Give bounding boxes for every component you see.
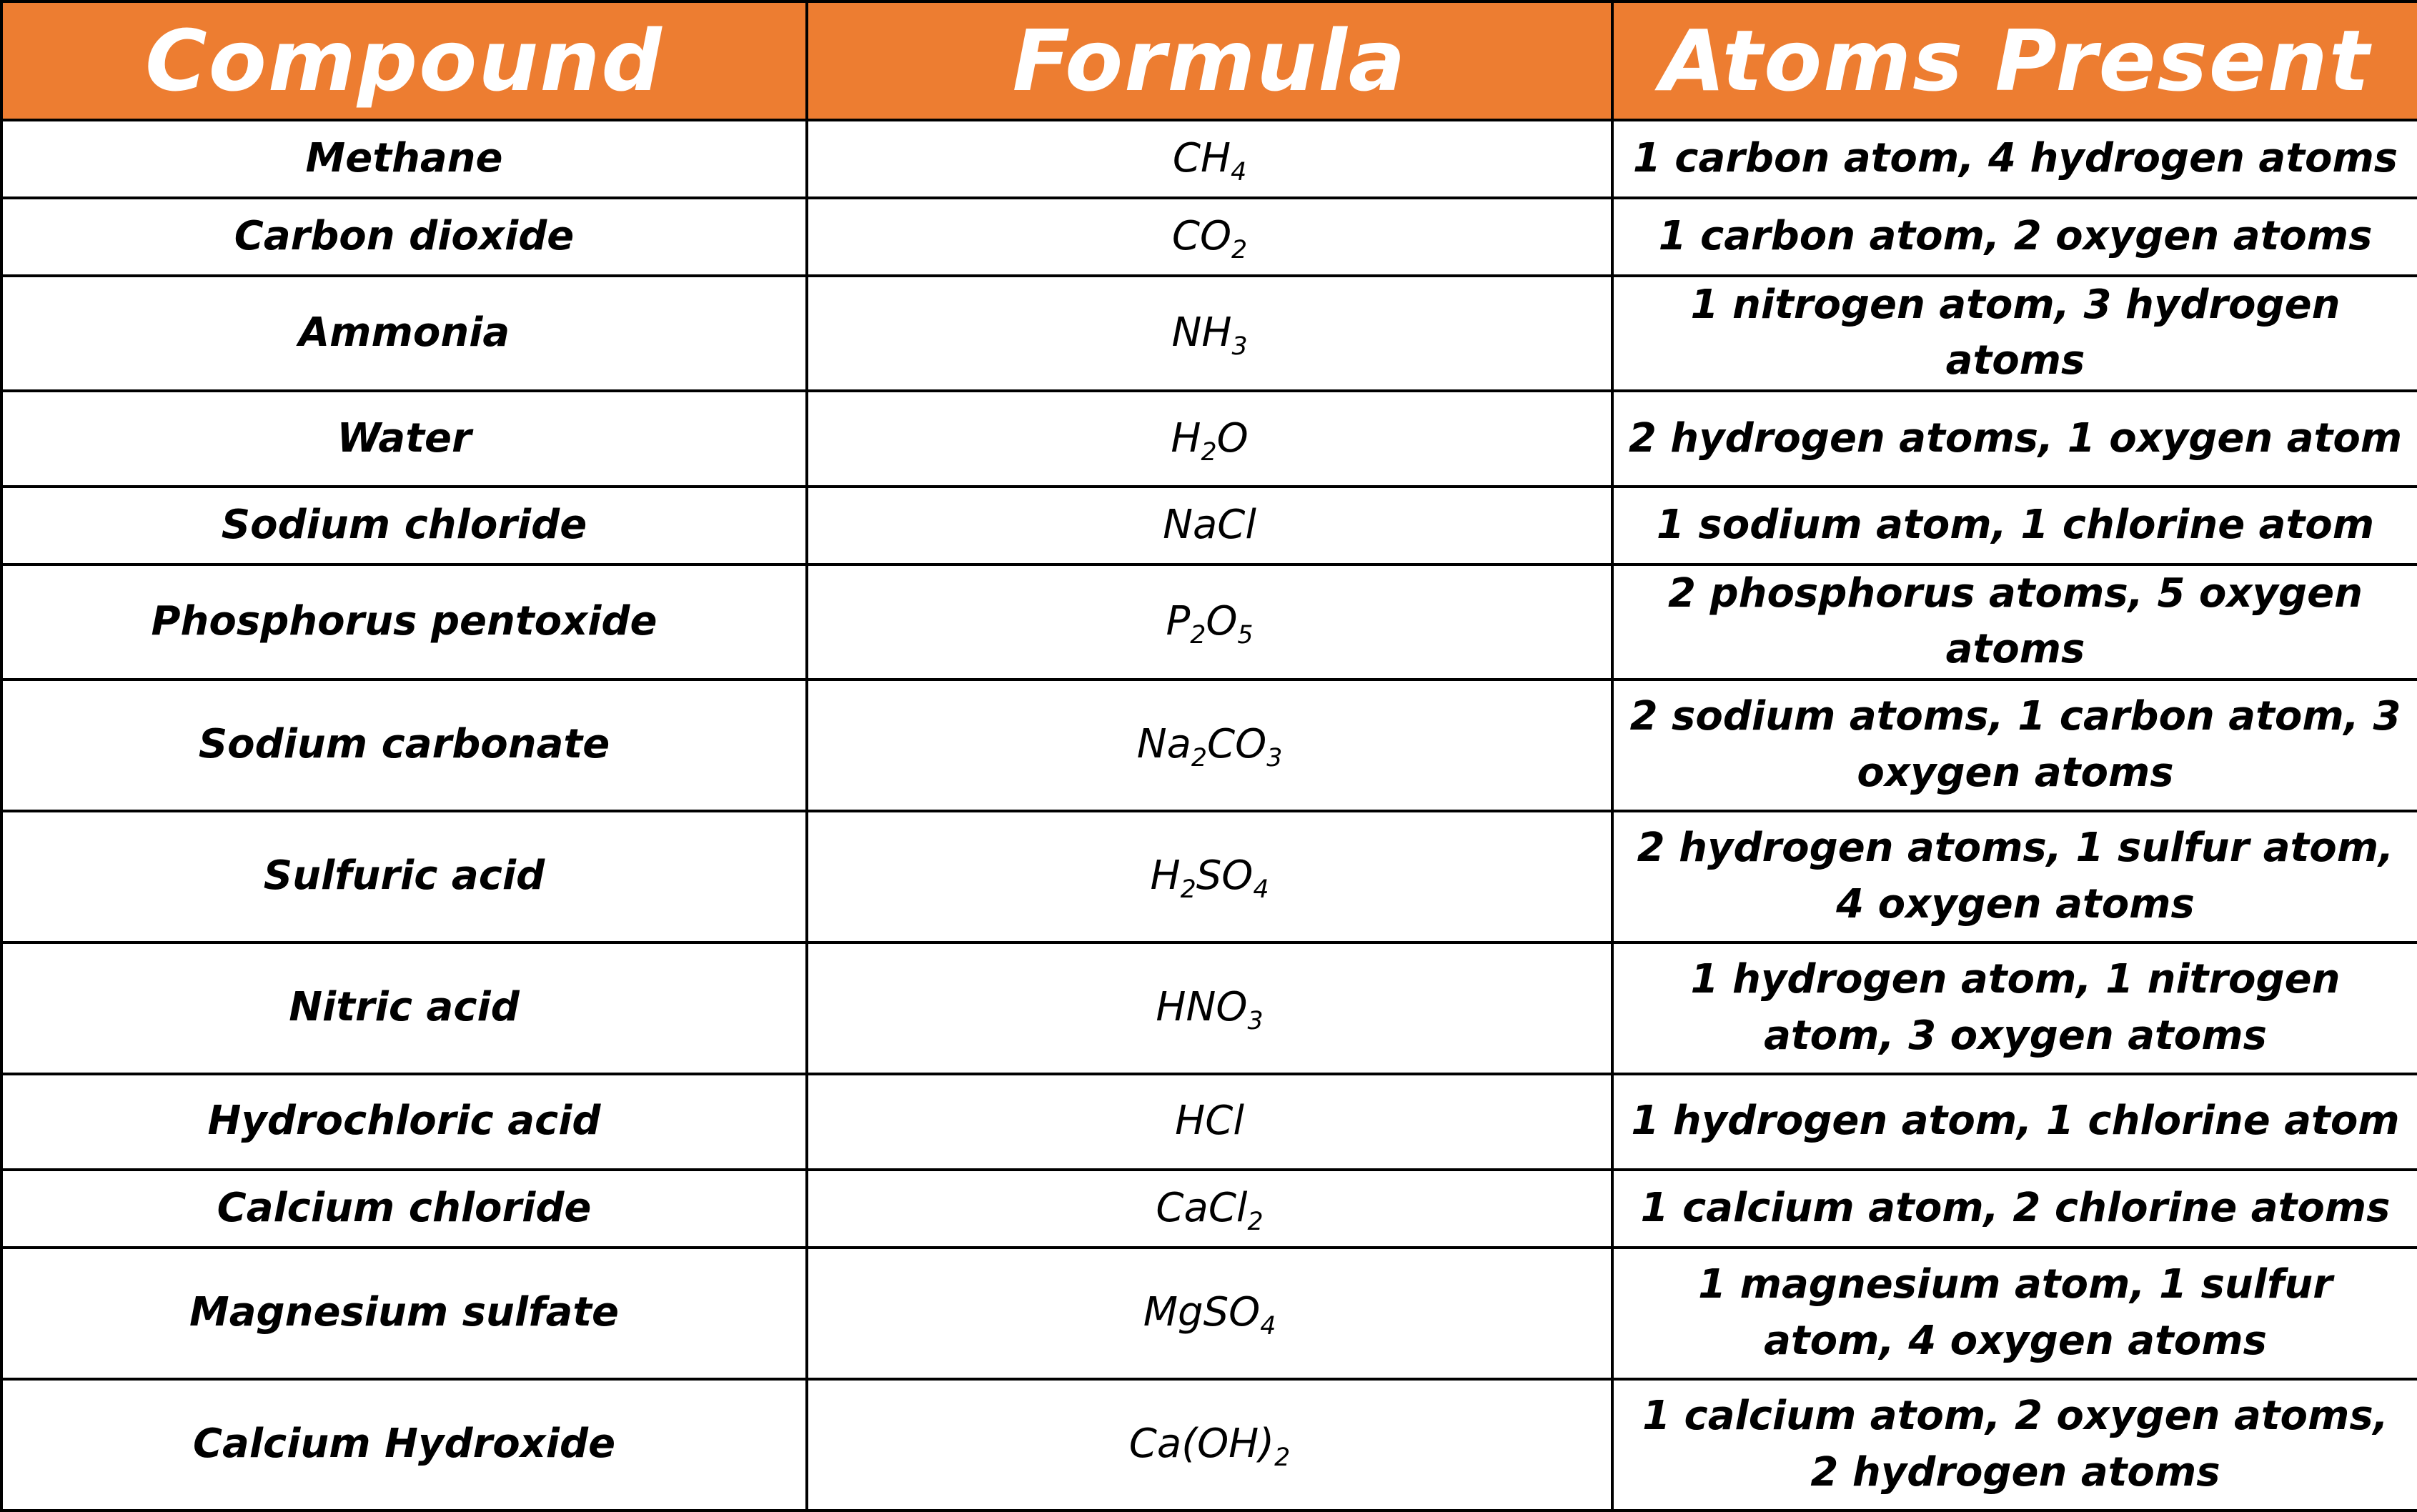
header-row — [1, 1, 2417, 120]
formula-element-text: SO — [1196, 852, 1254, 900]
atoms-cell: 2 phosphorus atoms, 5 oxygen atoms — [1612, 564, 2417, 680]
table-header — [1, 1, 2417, 120]
formula-element-text: H — [1171, 414, 1201, 462]
table-row — [1, 680, 2417, 811]
formula-element-text: O — [1216, 414, 1249, 462]
atoms-cell: 1 magnesium atom, 1 sulfur atom, 4 oxygen atoms — [1612, 1248, 2417, 1379]
atoms-cell: 1 sodium atom, 1 chlorine atom — [1612, 487, 2417, 564]
formula-subscript: 2 — [1231, 236, 1248, 265]
formula-subscript: 2 — [1190, 621, 1206, 650]
compound-cell: Carbon dioxide — [1, 198, 807, 276]
table-row — [1, 942, 2417, 1074]
table-row — [1, 1379, 2417, 1511]
formula-element-text: Ca(OH) — [1128, 1421, 1275, 1468]
formula-subscript: 3 — [1266, 744, 1283, 773]
formula-element-text: CO — [1171, 213, 1232, 260]
table-row — [1, 564, 2417, 680]
compound-cell: Nitric acid — [1, 942, 807, 1074]
formula-element-text: P — [1166, 597, 1191, 645]
header-formula: Formula — [807, 1, 1612, 120]
formula-subscript: 2 — [1191, 744, 1208, 773]
formula-element-text: CO — [1207, 721, 1267, 768]
formula-cell — [807, 1170, 1612, 1248]
formula-cell — [807, 942, 1612, 1074]
formula-cell — [807, 276, 1612, 391]
formula-subscript: 2 — [1180, 875, 1196, 905]
atoms-cell: 2 sodium atoms, 1 carbon atom, 3 oxygen atoms — [1612, 680, 2417, 811]
formula-element-text: CH — [1172, 135, 1231, 182]
atoms-cell: 1 carbon atom, 4 hydrogen atoms — [1612, 120, 2417, 198]
formula-cell — [807, 811, 1612, 942]
formula-cell — [807, 198, 1612, 276]
header-atoms-present: Atoms Present — [1612, 1, 2417, 120]
formula-subscript: 5 — [1237, 621, 1254, 650]
formula-cell — [807, 680, 1612, 811]
atoms-cell: 2 hydrogen atoms, 1 oxygen atom — [1612, 391, 2417, 487]
formula-element-text: MgSO — [1143, 1289, 1261, 1336]
formula-element-text: O — [1206, 597, 1238, 645]
table-row — [1, 1248, 2417, 1379]
table-row — [1, 1074, 2417, 1170]
formula-element-text: NH — [1171, 309, 1232, 357]
atoms-cell: 1 carbon atom, 2 oxygen atoms — [1612, 198, 2417, 276]
formula-element-text: NaCl — [1163, 502, 1256, 549]
header-compound: Compound — [1, 1, 807, 120]
formula-element-text: CaCl — [1156, 1184, 1248, 1231]
formula-subscript: 2 — [1247, 1208, 1264, 1236]
compound-cell: Ammonia — [1, 276, 807, 391]
formula-subscript: 3 — [1231, 332, 1248, 362]
compound-cell: Calcium chloride — [1, 1170, 807, 1248]
atoms-cell: 1 hydrogen atom, 1 nitrogen atom, 3 oxygen atoms — [1612, 942, 2417, 1074]
compound-cell: Methane — [1, 120, 807, 198]
formula-element-text: H — [1150, 852, 1181, 900]
formula-element-text: HNO — [1156, 984, 1248, 1031]
compound-cell: Sodium carbonate — [1, 680, 807, 811]
formula-subscript: 4 — [1260, 1312, 1276, 1341]
compound-cell: Water — [1, 391, 807, 487]
table-row — [1, 811, 2417, 942]
formula-cell — [807, 1248, 1612, 1379]
table-row — [1, 120, 2417, 198]
table-row — [1, 1170, 2417, 1248]
formula-subscript: 4 — [1253, 875, 1269, 905]
formula-cell — [807, 1074, 1612, 1170]
compound-cell: Phosphorus pentoxide — [1, 564, 807, 680]
atoms-cell: 1 calcium atom, 2 chlorine atoms — [1612, 1170, 2417, 1248]
table-row — [1, 198, 2417, 276]
table-row — [1, 276, 2417, 391]
formula-subscript: 3 — [1247, 1007, 1264, 1036]
formula-element-text: Na — [1136, 721, 1191, 768]
compound-cell: Calcium Hydroxide — [1, 1379, 807, 1511]
formula-subscript: 2 — [1201, 437, 1217, 467]
atoms-cell: 1 nitrogen atom, 3 hydrogen atoms — [1612, 276, 2417, 391]
formula-cell — [807, 487, 1612, 564]
atoms-cell: 1 calcium atom, 2 oxygen atoms, 2 hydrogen atoms — [1612, 1379, 2417, 1511]
formula-cell — [807, 391, 1612, 487]
formula-subscript: 4 — [1231, 158, 1247, 187]
atoms-cell: 2 hydrogen atoms, 1 sulfur atom, 4 oxygen atoms — [1612, 811, 2417, 942]
formula-subscript: 2 — [1274, 1443, 1291, 1473]
compound-cell: Sulfuric acid — [1, 811, 807, 942]
compound-cell: Hydrochloric acid — [1, 1074, 807, 1170]
compound-cell: Sodium chloride — [1, 487, 807, 564]
formula-cell — [807, 1379, 1612, 1511]
table-row — [1, 487, 2417, 564]
formula-cell — [807, 564, 1612, 680]
table-body — [1, 120, 2417, 1511]
atoms-cell: 1 hydrogen atom, 1 chlorine atom — [1612, 1074, 2417, 1170]
formula-cell — [807, 120, 1612, 198]
table-row — [1, 391, 2417, 487]
compound-cell: Magnesium sulfate — [1, 1248, 807, 1379]
formula-element-text: HCl — [1175, 1098, 1244, 1145]
